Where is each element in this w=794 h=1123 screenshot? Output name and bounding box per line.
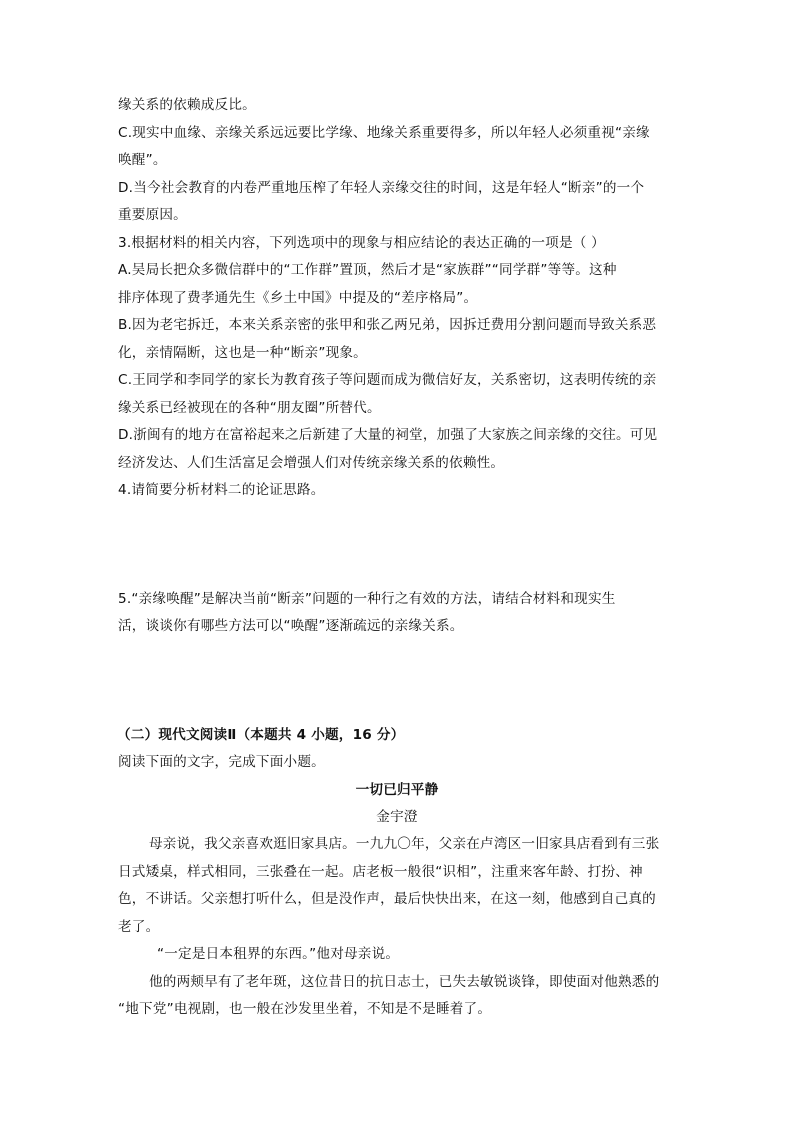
paragraph-1-line1: 母亲说，我父亲喜欢逛旧家具店。一九九〇年，父亲在卢湾区一旧家具店看到有三张: [149, 836, 660, 852]
q3-option-d-line2: 经济发达、人们生活富足会增强人们对传统亲缘关系的依赖性。: [118, 455, 505, 471]
paragraph-1-line4: 老了。: [118, 919, 160, 935]
passage-title: 一切已归平静: [355, 782, 439, 798]
paragraph-2-line1: “一定是日本租界的东西。”他对母亲说。: [157, 946, 400, 962]
q3-stem: 3.根据材料的相关内容，下列选项中的现象与相应结论的表达正确的一项是（ ）: [118, 235, 605, 251]
q2-option-tail: 缘关系的依赖成反比。: [118, 97, 256, 113]
q3-option-a-line2: 排序体现了费孝通先生《乡土中国》中提及的“差序格局”。: [118, 290, 478, 306]
q4-stem: 4.请简要分析材料二的论证思路。: [118, 482, 325, 498]
paragraph-3-line2: “地下党”电视剧，也一般在沙发里坐着，不知是不是睡着了。: [118, 1001, 492, 1017]
section-heading: （二）现代文阅读Ⅱ（本题共 4 小题，16 分）: [117, 727, 405, 743]
q2-option-c-line2: 唤醒”。: [118, 152, 167, 168]
paragraph-1-line3: 色，不讲话。父亲想打听什么，但是没作声，最后快快出来，在这一刻，他感到自己真的: [118, 891, 656, 907]
q2-option-c-line1: C.现实中血缘、亲缘关系远远要比学缘、地缘关系重要得多，所以年轻人必须重视“亲缘: [118, 125, 650, 141]
q5-stem-line1: 5.“亲缘唤醒”是解决当前“断亲”问题的一种行之有效的方法，请结合材料和现实生: [118, 591, 616, 607]
paragraph-1-line2: 日式矮桌，样式相同，三张叠在一起。店老板一般很“识相”，注重来客年龄、打扮、神: [118, 864, 643, 880]
q3-option-c-line1: C.王同学和李同学的家长为教育孩子等问题而成为微信好友，关系密切，这表明传统的亲: [118, 372, 657, 388]
q3-option-b-line2: 化，亲情隔断，这也是一种“断亲”现象。: [118, 345, 367, 361]
q3-option-b-line1: B.因为老宅拆迁，本来关系亲密的张甲和张乙两兄弟，因拆迁费用分割问题而导致关系恶: [118, 317, 657, 333]
reading-instruction: 阅读下面的文字，完成下面小题。: [118, 754, 325, 770]
q2-option-d-line2: 重要原因。: [118, 207, 187, 223]
q2-option-d-line1: D.当今社会教育的内卷严重地压榨了年轻人亲缘交往的时间，这是年轻人“断亲”的一个: [118, 180, 645, 196]
passage-author: 金宇澄: [376, 809, 418, 825]
q3-option-c-line2: 缘关系已经被现在的各种“朋友圈”所替代。: [118, 400, 381, 416]
q3-option-a-line1: A.吴局长把众多微信群中的“工作群”置顶，然后才是“家族群”“同学群”等等。这种: [118, 262, 617, 278]
q5-stem-line2: 活，谈谈你有哪些方法可以“唤醒”逐渐疏远的亲缘关系。: [118, 618, 464, 634]
q3-option-d-line1: D.浙闽有的地方在富裕起来之后新建了大量的祠堂，加强了大家族之间亲缘的交往。可见: [118, 427, 658, 443]
paragraph-3-line1: 他的两颊早有了老年斑，这位昔日的抗日志士，已失去敏锐谈锋，即使面对他熟悉的: [149, 974, 660, 990]
